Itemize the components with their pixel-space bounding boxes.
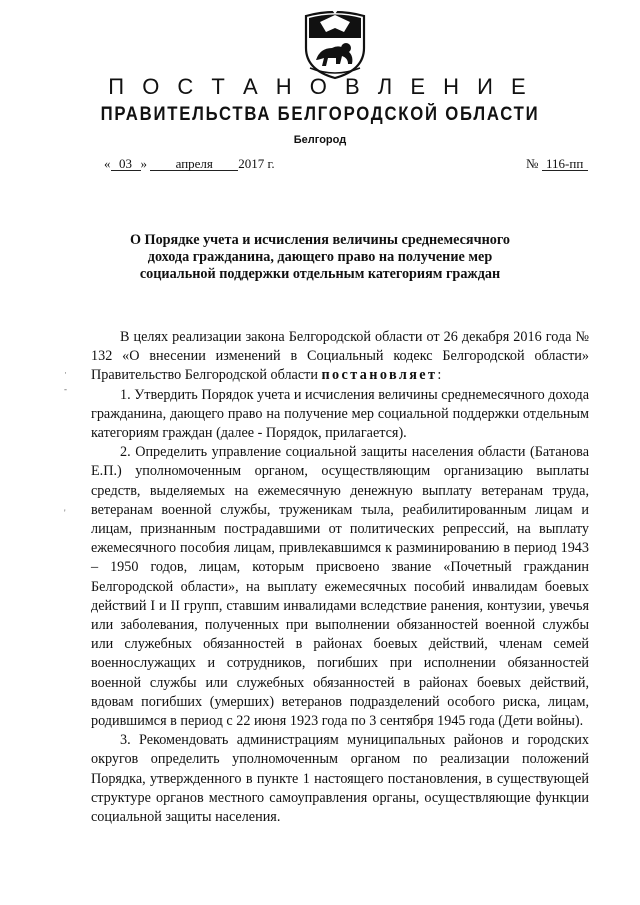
document-date <box>104 156 275 172</box>
date-month: апреля <box>150 157 238 171</box>
margin-mark: ' <box>64 508 66 518</box>
margin-mark: · <box>64 368 67 378</box>
date-day: 03 <box>111 157 141 171</box>
item-3-paragraph: 3. Рекомендовать администрациям муниципальных районов и городских округов определить уполномоченным органом по реализации положений Порядка, утвержденного в пункте 1 настоящего постановления, в существующей структуре органов местного самоуправления органы, осуществляющие функции социальной защиты населения. <box>91 732 589 826</box>
city-name: Белгород <box>293 134 347 146</box>
preamble-paragraph <box>91 328 589 386</box>
subject-line: дохода гражданина, дающего право на получение мер <box>147 249 493 265</box>
date-year: 2017 <box>238 156 265 171</box>
coat-of-arms-icon <box>302 8 368 80</box>
document-subject <box>100 232 540 283</box>
item-2-paragraph: 2. Определить управление социальной защиты населения области (Батанова Е.П.) уполномоченным органом, осуществляющим организацию выплаты средств, выделяемых на ежемесячную денежную выплату ветеранам труда, ветеранам военной службы, труженикам тыла, реабилитированным лицам и лицам, признанным пострадавшими от политических репрессий, на выплату ежемесячного пособия лицам, привлекавшимся к разминированию в период 1943 – 1950 годов, лицам, которым присвоено звание «Почетный гражданин Белгородской области», на выплату ежемесячных пособий инвалидам боевых действий I и II групп, ставшим инвалидами вследствие ранения, контузии, увечья или заболевания, полученных при выполнении обязанностей военной службы или служебных обязанностей в районах боевых действий, членам семей военнослужащих и сотрудников, погибших при исполнении обязанностей военной службы или служебных обязанностей в районах боевых действий, вдовам погибших (умерших) ветеранов подразделений особого риска, лицам, родившимся в период с 22 июня 1923 года по 3 сентября 1945 года (Дети войны). <box>91 444 589 730</box>
margin-mark: - <box>64 384 67 394</box>
date-year-suffix: г. <box>267 156 275 171</box>
subject-line: социальной поддержки отдельным категориям граждан <box>139 266 501 282</box>
document-type-title: П О С Т А Н О В Л Е Н И Е <box>108 74 532 99</box>
issuer-title: ПРАВИТЕЛЬСТВА БЕЛГОРОДСКОЙ ОБЛАСТИ <box>100 104 540 125</box>
doc-number-value: 116-пп <box>542 157 588 171</box>
date-close-quote: » <box>140 156 147 171</box>
decrees-word: постановляет <box>321 367 438 384</box>
date-open-quote: « <box>104 156 111 171</box>
decrees-colon: : <box>437 367 442 384</box>
preamble-text: В целях реализации закона Белгородской области от 26 декабря 2016 года № 132 «О внесении изменений в Социальный кодекс Белгородской области» Правительство Белгородской области <box>91 329 589 384</box>
document-number <box>526 156 588 172</box>
item-1-paragraph: 1. Утвердить Порядок учета и исчисления величины среднемесячного дохода гражданина, дающего право на получение мер социальной поддержки отдельным категориям граждан (далее - Порядок, прилагается). <box>91 386 589 442</box>
subject-line: О Порядке учета и исчисления величины среднемесячного <box>129 232 511 248</box>
doc-number-prefix: № <box>526 156 539 171</box>
document-body <box>91 328 589 827</box>
